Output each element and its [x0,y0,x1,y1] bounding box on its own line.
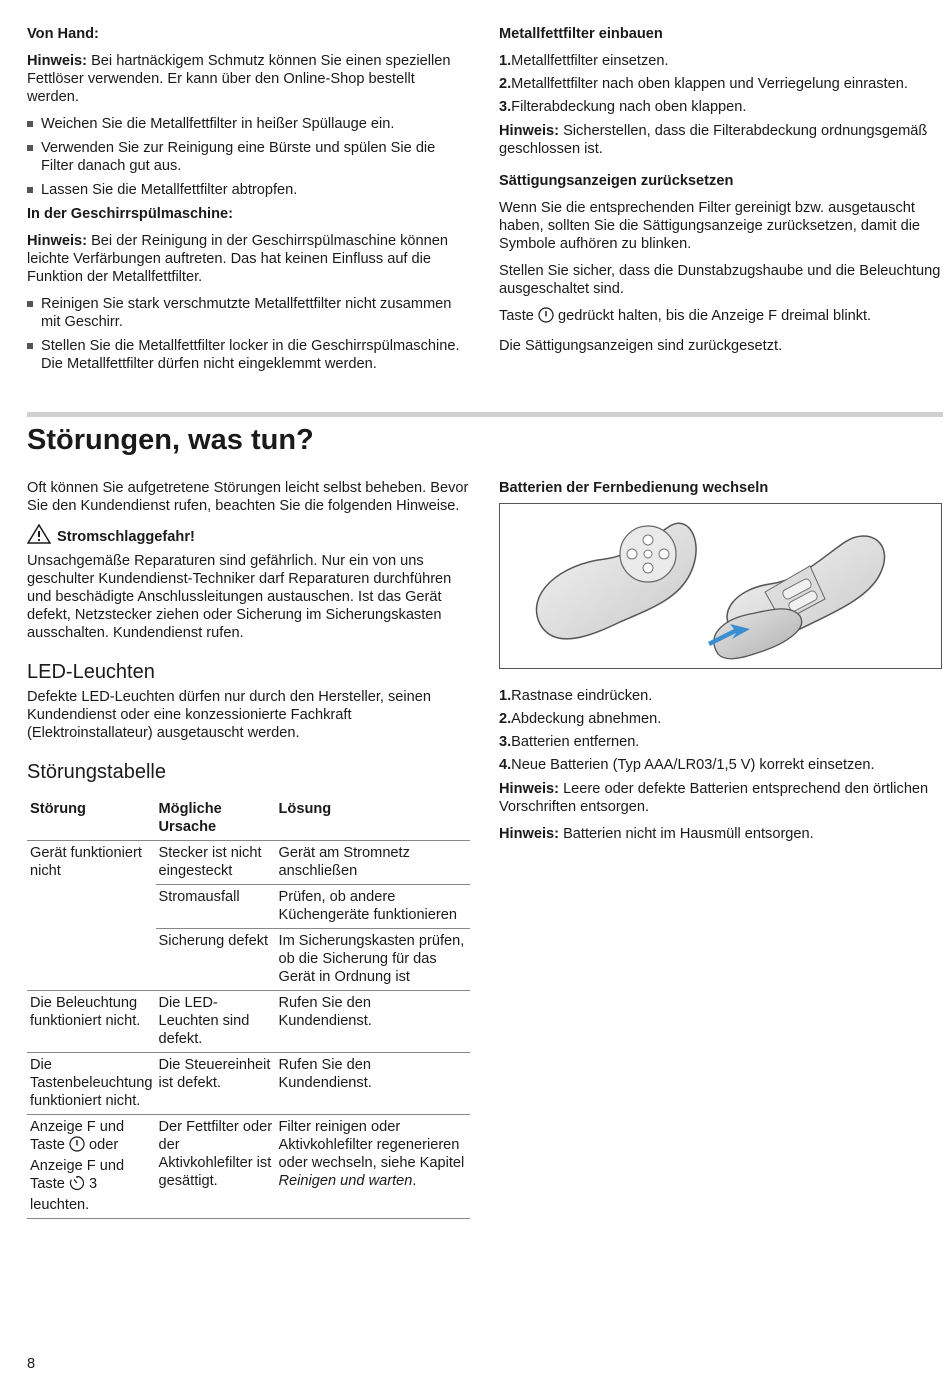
warning-title: Stromschlaggefahr! [57,528,195,545]
timer-icon [69,1175,85,1196]
table-cell: Rufen Sie den Kundendienst. [276,991,470,1053]
step-number: 3. [499,99,512,115]
left-bottom-column [27,479,470,1219]
step-text: Filterabdeckung nach oben klappen. [511,99,747,115]
intro-text: Oft können Sie aufgetretene Störungen leicht selbst beheben. Bevor Sie den Kundendienst rufen, beachten Sie die folgenden Hinweise. [27,480,469,514]
hinweis-label: Hinweis: [27,53,88,69]
table-cell: Die Tastenbeleuchtung funktioniert nicht. [27,1053,156,1115]
table-row [27,991,470,1053]
table-cell: Im Sicherungskasten prüfen, ob die Sicherung für das Gerät in Ordnung ist [276,929,470,991]
power-icon [538,307,554,328]
cell-text: oder Anzeige F und Taste [30,1137,125,1192]
step-text: Batterien entfernen. [511,734,640,750]
hinweis-text: Bei hartnäckigem Schmutz können Sie einen speziellen Fettlöser verwenden. Er kann über den Online-Shop bestellt werden. [27,53,451,105]
step-number: 2. [499,711,512,727]
table-cell: Rufen Sie den Kundendienst. [276,1053,470,1115]
right-top-column [499,25,942,364]
step-number: 1. [499,53,512,69]
chapter-reference: Reinigen und warten [278,1173,413,1189]
power-icon [69,1136,85,1157]
hinweis-text: Bei der Reinigung in der Geschirrspülmaschine können leichte Verfärbungen auftreten. Das hat keinen Einfluss auf die Funktion der Metallfettfilter. [27,233,449,285]
led-text: Defekte LED-Leuchten dürfen nur durch den Hersteller, seinen Kundendienst oder eine konzessionierte Fachkraft (Elektroinstallateur) ausgetauscht werden. [27,689,431,741]
table-cell: Die Beleuchtung funktioniert nicht. [27,991,156,1053]
hinweis-hausmuell [499,825,942,843]
table-row [27,841,470,885]
hinweis-label: Hinweis: [499,123,560,139]
table-cell: Stecker ist nicht eingesteckt [158,845,262,879]
table-cell: Stromausfall [156,885,276,929]
table-cell: Der Fettfilter oder der Aktivkohlefilter ist gesättigt. [156,1115,276,1219]
right-bottom-column [499,479,942,852]
cell-text: 3 leuchten. [30,1176,98,1213]
table-cell: Gerät am Stromnetz anschließen [278,845,410,879]
warning-heading [27,524,470,549]
list-item [499,687,942,705]
step-number: 2. [499,76,512,92]
table-cell: Gerät funktioniert nicht [30,845,142,879]
hinweis-label: Hinweis: [499,826,560,842]
table-cell: Prüfen, ob andere Küchengeräte funktionieren [276,885,470,929]
hinweis-text: Leere oder defekte Batterien entsprechend den örtlichen Vorschriften entsorgen. [499,781,929,815]
table-cell: Die Steuereinheit ist defekt. [156,1053,276,1115]
cell-text: Anzeige F und Taste [30,1119,125,1153]
table-row [27,1115,470,1219]
einbauen-heading: Metallfettfilter einbauen [499,26,663,42]
table-cell [276,1115,470,1219]
table-row [27,1053,470,1115]
list-item [499,710,942,728]
column-header: Mögliche Ursache [156,794,276,841]
geschirrspuelmaschine-heading: In der Geschirrspülmaschine: [27,206,234,222]
saettigung-para: Die Sättigungsanzeigen sind zurückgesetzt. [499,338,783,354]
hinweis-fettloeser [27,52,470,106]
table-header-row [27,794,470,841]
list-item: Weichen Sie die Metallfettfilter in heißer Spüllauge ein. [27,115,470,133]
hinweis-text: Sicherstellen, dass die Filterabdeckung ordnungsgemäß geschlossen ist. [499,123,928,157]
taste-instruction [499,307,942,328]
von-hand-heading: Von Hand: [27,26,99,42]
list-item [499,52,942,70]
list-item: Reinigen Sie stark verschmutzte Metallfettfilter nicht zusammen mit Geschirr. [27,295,470,331]
taste-text: gedrückt halten, bis die Anzeige F dreimal blinkt. [553,308,872,324]
step-text: Neue Batterien (Typ AAA/LR03/1,5 V) korrekt einsetzen. [511,757,875,773]
stoerungs-table [27,794,470,1219]
left-top-column [27,25,470,379]
hand-cleaning-list [27,115,470,199]
hinweis-verfaerbungen [27,232,470,286]
page-title: Störungen, was tun? [27,424,314,456]
step-text: Metallfettfilter nach oben klappen und Verriegelung einrasten. [511,76,908,92]
step-text: Abdeckung abnehmen. [511,711,662,727]
cell-text: . [412,1173,417,1189]
hinweis-label: Hinweis: [27,233,88,249]
column-header: Störung [27,794,156,841]
step-number: 4. [499,757,512,773]
hinweis-filterabdeckung [499,122,942,158]
list-item [499,98,942,116]
cell-text: Filter reinigen oder Aktivkohlefilter regenerieren oder wechseln, siehe Kapitel [278,1119,465,1171]
column-header: Lösung [276,794,470,841]
taste-text: Taste [499,308,538,324]
saettigung-heading: Sättigungsanzeigen zurücksetzen [499,173,734,189]
dishwasher-list [27,295,470,373]
table-cell [27,1115,156,1219]
hinweis-label: Hinweis: [499,781,560,797]
batterien-heading: Batterien der Fernbedienung wechseln [499,480,769,496]
step-number: 1. [499,688,512,704]
step-text: Rastnase eindrücken. [511,688,653,704]
remote-control-drawing [500,504,941,668]
list-item [499,733,942,751]
page-number: 8 [27,1356,36,1372]
table-cell: Die LED-Leuchten sind defekt. [156,991,276,1053]
step-text: Metallfettfilter einsetzen. [511,53,669,69]
list-item: Lassen Sie die Metallfettfilter abtropfen. [27,181,470,199]
einbauen-steps [499,52,942,116]
list-item: Verwenden Sie zur Reinigung eine Bürste und spülen Sie die Filter danach gut aus. [27,139,470,175]
saettigung-para: Wenn Sie die entsprechenden Filter gereinigt bzw. ausgetauscht haben, sollten Sie die Sättigungsanzeige zurücksetzen, damit die Symbole aufhören zu blinken. [499,200,921,252]
warning-text: Unsachgemäße Reparaturen sind gefährlich. Nur ein von uns geschulter Kundendienst-Techniker darf Reparaturen durchführen und beschädigte Anschlussleitungen austauschen. Ist das Gerät defekt, Netzstecker ziehen oder Sicherung im Sicherungskasten ausschalten. Kundendienst rufen. [27,553,452,641]
list-item: Stellen Sie die Metallfettfilter locker in die Geschirrspülmaschine. Die Metallfettfilter dürfen nicht eingeklemmt werden. [27,337,470,373]
step-number: 3. [499,734,512,750]
list-item [499,756,942,774]
remote-control-illustration [499,503,942,669]
hinweis-entsorgung [499,780,942,816]
table-heading: Störungstabelle [27,761,166,783]
table-cell: Sicherung defekt [156,929,276,991]
hinweis-text: Batterien nicht im Hausmüll entsorgen. [559,826,814,842]
list-item [499,75,942,93]
led-heading: LED-Leuchten [27,661,155,683]
section-divider [27,412,943,417]
batterien-steps [499,687,942,774]
warning-triangle-icon [27,524,57,549]
saettigung-para: Stellen Sie sicher, dass die Dunstabzugshaube und die Beleuchtung ausgeschaltet sind. [499,263,941,297]
